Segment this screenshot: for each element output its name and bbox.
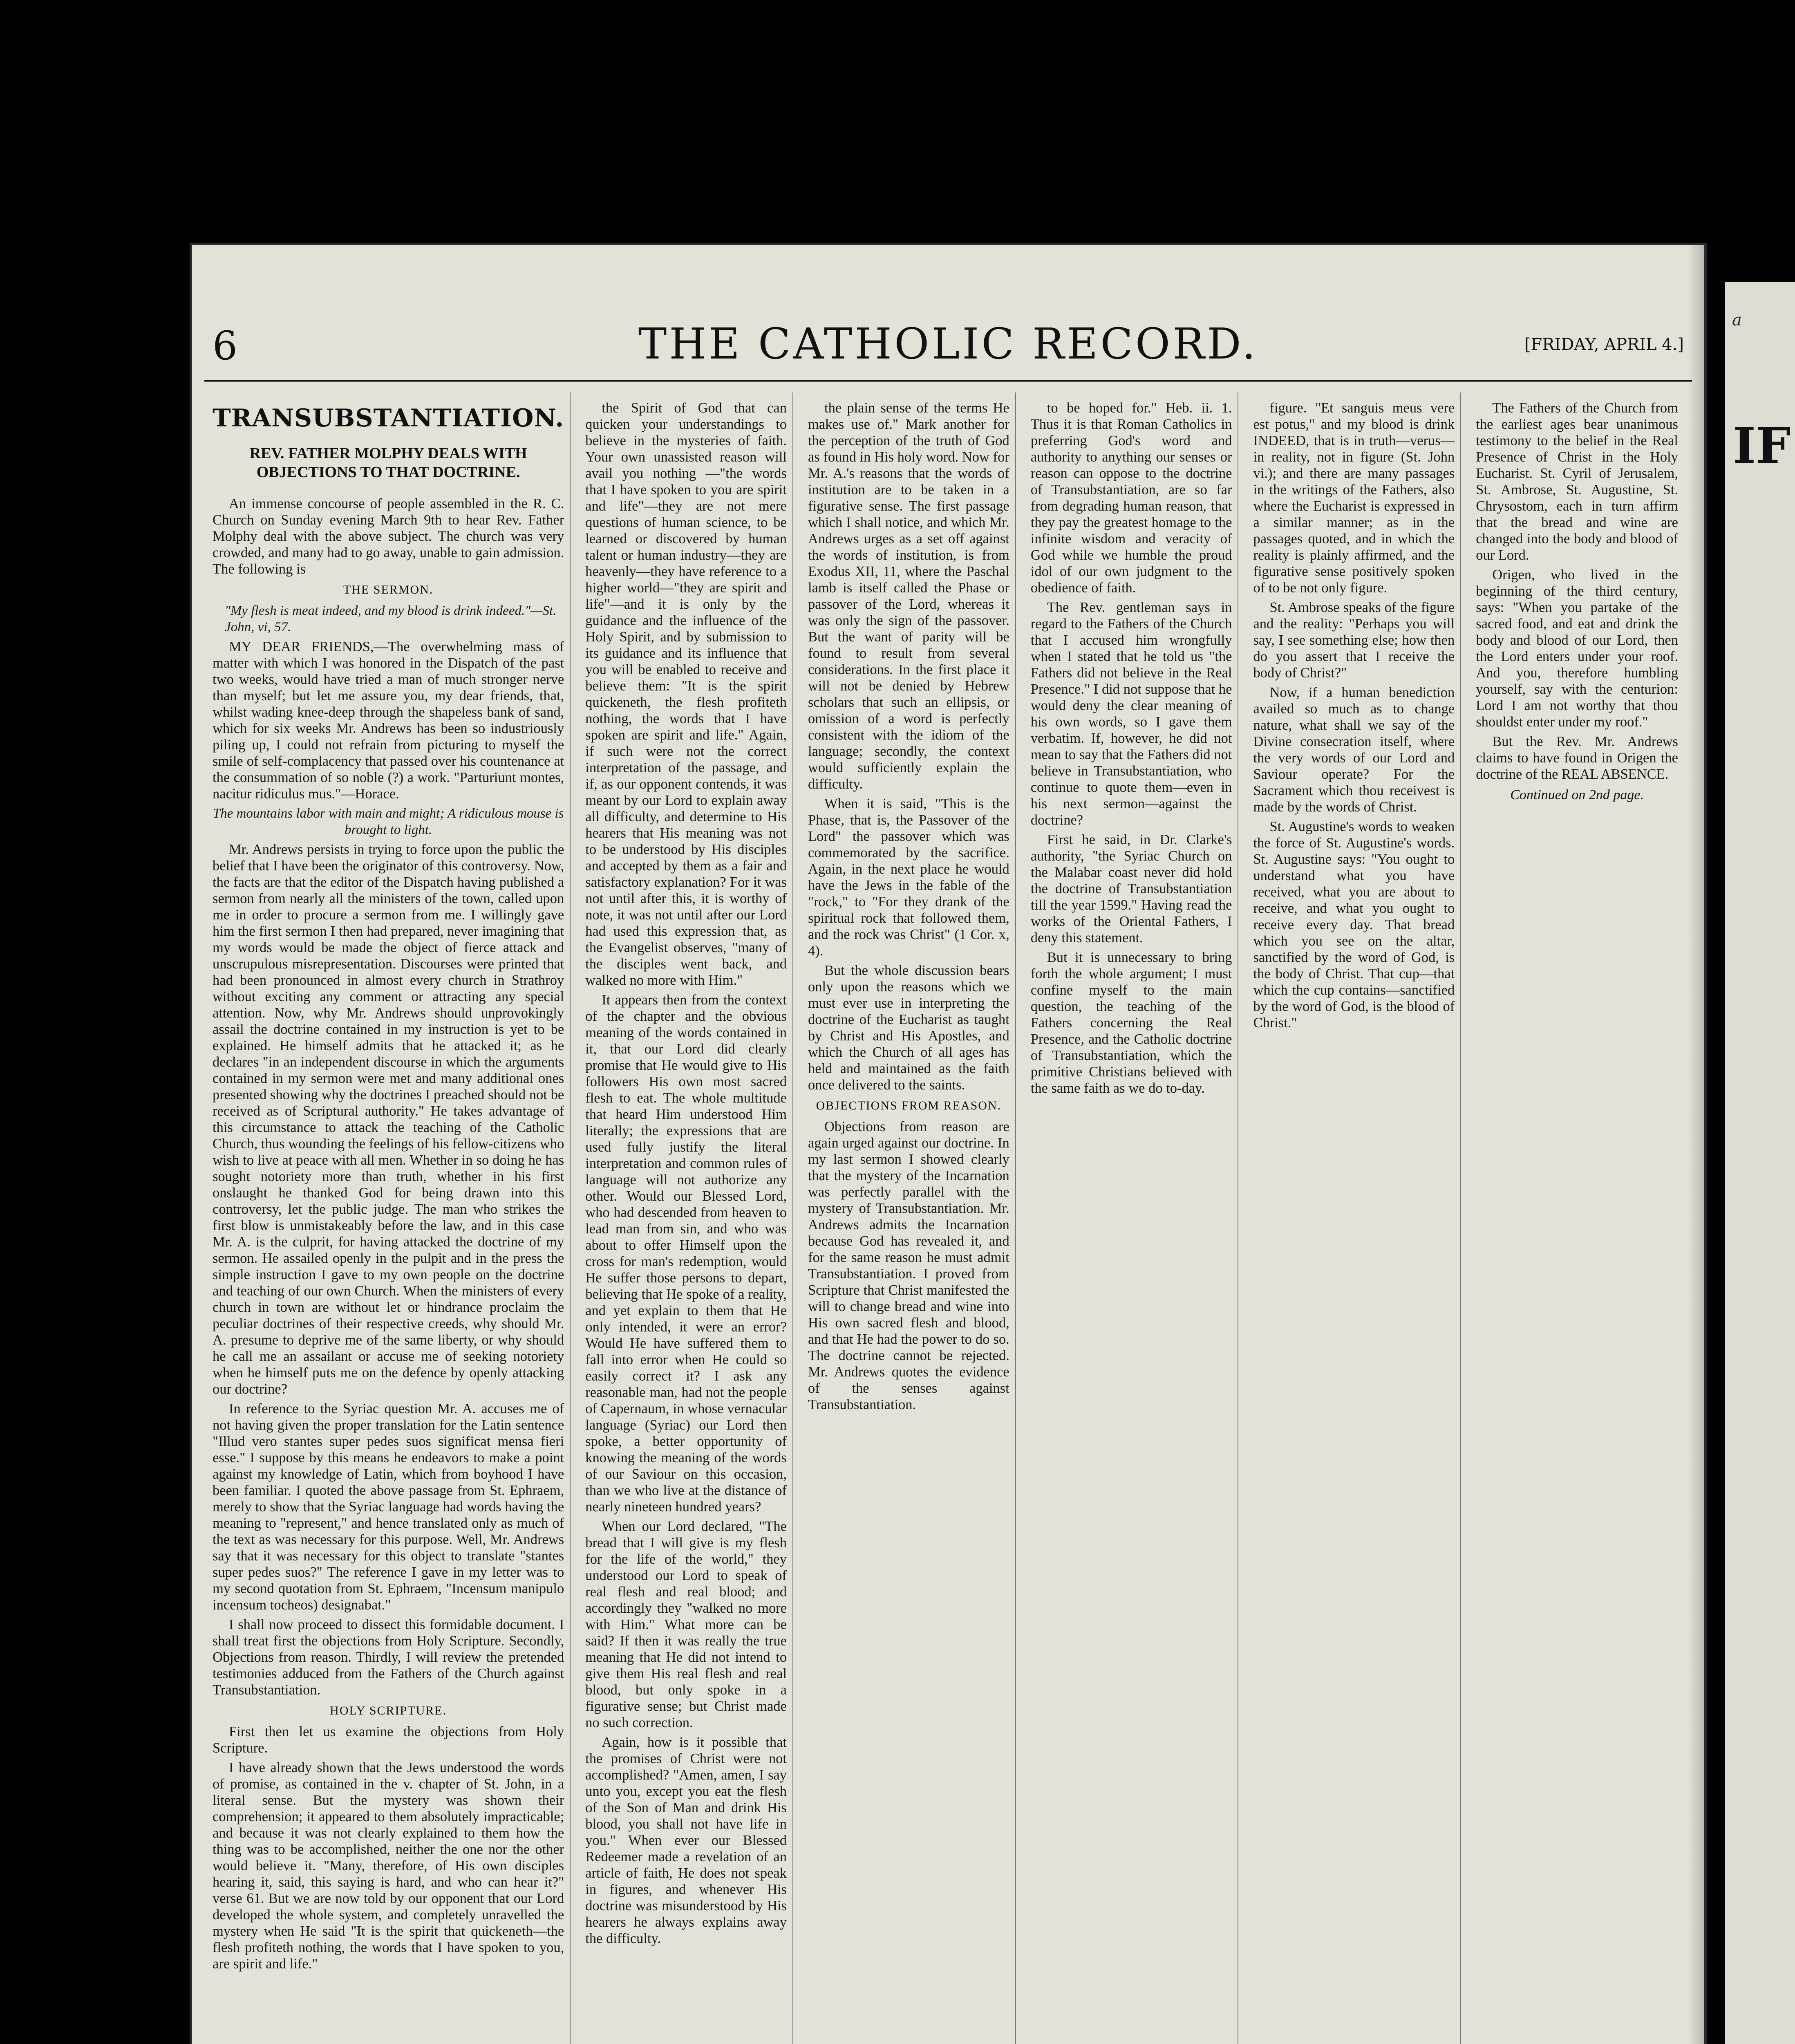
- column-2: [585, 392, 793, 2044]
- column-3: [808, 392, 1016, 2044]
- verse: The mountains labor with main and might; A ridiculous mouse is brought to light.: [213, 806, 564, 837]
- section-holy-scripture: HOLY SCRIPTURE.: [330, 1704, 447, 1717]
- paragraph: First he said, in Dr. Clarke's authority, "the Syriac Church on the Malabar coast never did hold the doctrine of Transubstantiation till the year 1599." Having read the works of the Oriental Fathers, I deny this statement.: [1030, 832, 1232, 946]
- paragraph: First then let us examine the objections from Holy Scripture.: [213, 1724, 564, 1756]
- section-objections-from-reason: OBJECTIONS FROM REASON.: [816, 1099, 1002, 1112]
- paragraph: Now, if a human benediction availed so much as to change nature, what shall we say of the Divine consecration itself, where the very words of our Lord and Saviour operate? For the Sacrament which thou receivest is made by the words of Christ.: [1253, 685, 1455, 815]
- paragraph: When it is said, "This is the Phase, that is, the Passover of the Lord" the passover which was commemorated by the sacrifice. Again, in the next place he would have the Jews in the fable of the "rock," to "For they drank of the spiritual rock that followed them, and the rock was Christ" (1 Cor. x, 4).: [808, 796, 1009, 959]
- paragraph: The Rev. gentleman says in regard to the Fathers of the Church that I accused him wrongfully when I stated that he told us "the Fathers did not believe in the Real Presence." I did not suppose that he would deny the clear meaning of his own words, so I gave them verbatim. If, however, he did not mean to say that the Fathers did not believe in Transubstantiation, who continue to quote them—even in his next sermon—against the doctrine?: [1030, 600, 1232, 828]
- paragraph: Again, how is it possible that the promises of Christ were not accomplished? "Amen, amen, I say unto you, except you eat the flesh of the Son of Man and drink His blood, you shall not have life in you." When ever our Blessed Redeemer made a revelation of an article of faith, He does not speak in figures, and whenever His doctrine was misunderstood by His hearers he always explains away the difficulty.: [585, 1735, 787, 1946]
- paragraph: It appears then from the context of the chapter and the obvious meaning of the words contained in it, that our Lord did clearly promise that He would give to His followers His own most sacred flesh to eat. The whole multitude that heard Him understood Him literally; the expressions that are used fully justify the literal interpretation and common rules of language will not authorize any other. Would our Blessed Lord, who had descended from heaven to lead man from sin, and who was about to offer Himself upon the cross for man's redemption, would He suffer those persons to depart, believing that He spoke of a reality, and yet explain to them that He only intended, it were an error? Would He have suffered them to fall into error when He could so easily correct it? I ask any reasonable man, had not the people of Capernaum, in whose vernacular language (Syriac) our Lord then spoke, a better opportunity of knowing the meaning of the words of our Saviour on this occasion, than we who live at the distance of nearly nineteen hundred years?: [585, 992, 787, 1515]
- column-4: [1031, 392, 1239, 2044]
- adjacent-page-edge: [1725, 282, 1795, 2044]
- paragraph: In reference to the Syriac question Mr. A. accuses me of not having given the proper translation for the Latin sentence "Illud vero stantes super pedes suos significat mensa fieri esse." I suppose by this means he endeavors to make a point against my knowledge of Latin, which from boyhood I have been familiar. I quoted the above passage from St. Ephraem, merely to show that the Syriac language had words having the meaning to "represent," and hence translated only as much of the text as was necessary for this purpose. Well, Mr. Andrews say that it was necessary for this object to translate "stantes super pedes suos?" The reference I gave in my letter was to my second quotation from St. Ephraem, "Incensum manipulo incensum tocheos) designabat.": [213, 1401, 564, 1613]
- column-6: [1476, 392, 1684, 2044]
- paragraph: St. Ambrose speaks of the figure and the reality: "Perhaps you will say, I see something else; how then do you assert that I receive the body of Christ?": [1253, 600, 1455, 681]
- masthead: [204, 307, 1692, 382]
- page-fold-shadow: [1688, 245, 1704, 2044]
- paragraph: But the whole discussion bears only upon the reasons which we must ever use in interpreting the doctrine of the Eucharist as taught by Christ and His Apostles, and which the Church of all ages has held and maintained as the faith once delivered to the saints.: [808, 963, 1009, 1093]
- continued-notice: Continued on 2nd page.: [1510, 787, 1644, 802]
- paragraph: The Fathers of the Church from the earliest ages bear unanimous testimony to the belief in the Real Presence of Christ in the Holy Eucharist. St. Cyril of Jerusalem, St. Ambrose, St. Augustine, St. Chrysostom, each in turn affirm that the bread and wine are changed into the body and blood of our Lord.: [1476, 400, 1678, 563]
- paragraph: the plain sense of the terms He makes use of." Mark another for the perception of the truth of God as found in His holy word. Now for Mr. A.'s reasons that the words of institution are to be taken in a figurative sense. The first passage which I shall notice, and which Mr. Andrews urges as a set off against the words of institution, is from Exodus XII, 11, where the Paschal lamb is itself called the Phase or passover of the Lord, whereas it was only the sign of the passover. But the want of parity will be found to result from several considerations. In the first place it will not be denied by Hebrew scholars that such an ellipsis, or omission of a word is perfectly consistent with the idiom of the language; secondly, the context would sufficiently explain the difficulty.: [808, 400, 1009, 792]
- article-headline: TRANSUBSTANTIATION.: [213, 404, 564, 433]
- article-subheadline: REV. FATHER MOLPHY DEALS WITH OBJECTIONS TO THAT DOCTRINE.: [249, 445, 527, 481]
- newspaper-page: [192, 245, 1704, 2044]
- paragraph: Objections from reason are again urged against our doctrine. In my last sermon I showed clearly that the mystery of the Incarnation was perfectly parallel with the mystery of Transubstantiation. Mr. Andrews admits the Incarnation because God has revealed it, and for the same reason he must admit Transubstantiation. I proved from Scripture that Christ manifested the will to change bread and wine into His own sacred flesh and blood, and that He had the power to do so. The doctrine cannot be rejected. Mr. Andrews quotes the evidence of the senses against Transubstantiation.: [808, 1119, 1009, 1412]
- adjacent-page-title-fragment: a: [1732, 311, 1742, 329]
- column-1: [213, 392, 571, 2044]
- column-5: [1253, 392, 1461, 2044]
- paragraph: When our Lord declared, "The bread that I will give is my flesh for the life of the world," they understood our Lord to speak of real flesh and real blood; and accordingly they "walked no more with Him." What more can be said? If then it was really the true meaning that He did not intend to give them His real flesh and real blood, but only spoke in a figurative sense; but Christ made no such correction.: [585, 1519, 787, 1730]
- paragraph: the Spirit of God that can quicken your understandings to believe in the mysteries of faith. Your own unassisted reason will avail you nothing —"the words that I have spoken to you are spirit and life"—they are not mere questions of human science, to be learned or discovered by human talent or human industry—they are heavenly—they have reference to a higher world—"they are spirit and life"—and it is only by the guidance and the influence of the Holy Spirit, and by submission to its guidance and its influence that you will be enabled to receive and believe them: "It is the spirit quickeneth, the flesh profiteth nothing, the words that I have spoken are spirit and life." Again, if such were not the correct interpretation of the passage, and if, as our opponent contends, it was meant by our Lord to explain away all difficulty, and determine to His hearers that His meaning was not to be understood by His disciples and accepted by them as a fair and satisfactory explanation? For it was not until after this, it is worthy of note, it was not until after our Lord had used this expression that, as the Evangelist observes, "many of the disciples went back, and walked no more with Him.": [585, 400, 787, 988]
- newspaper-title: THE CATHOLIC RECORD.: [638, 319, 1258, 369]
- paragraph: St. Augustine's words to weaken the force of St. Augustine's words. St. Augustine says: "You ought to understand what you have received, what you are about to receive, and what you ought to receive every day. That bread which you see on the altar, sanctified by the word of God, is the body of Christ. That cup—that which the cup contains—sanctified by the word of God, is the blood of Christ.": [1253, 819, 1455, 1031]
- issue-date: [FRIDAY, APRIL 4.]: [1524, 335, 1684, 354]
- article-columns: [213, 392, 1684, 2044]
- section-sermon: THE SERMON.: [343, 583, 434, 596]
- adjacent-page-headline-fragment: IF: [1733, 417, 1791, 475]
- paragraph: Origen, who lived in the beginning of the third century, says: "When you partake of the sacred food, and eat and drink the body and blood of our Lord, then the Lord enters under your roof. And you, therefore humbling yourself, say with the centurion: Lord I am not worthy that thou shouldst enter under my roof.": [1476, 567, 1678, 730]
- paragraph: MY DEAR FRIENDS,—The overwhelming mass of matter with which I was honored in the Dispatch of the past two weeks, would have tried a man of much stronger nerve than myself; but let me assure you, my dear friends, that, whilst wading knee-deep through the shapeless bank of sand, which for six weeks Mr. Andrews has been so industriously piling up, I could not refrain from picturing to myself the smile of self-complacency that passed over his countenance at the consummation of so noble (?) a work. "Parturiunt montes, nacitur ridiculus mus."—Horace.: [213, 639, 564, 802]
- paragraph: I shall now proceed to dissect this formidable document. I shall treat first the objections from Holy Scripture. Secondly, Objections from reason. Thirdly, I will review the pretended testimonies adduced from the Fathers of the Church against Transubstantiation.: [213, 1617, 564, 1698]
- paragraph: But it is unnecessary to bring forth the whole argument; I must confine myself to the main question, the teaching of the Fathers concerning the Real Presence, and the Catholic doctrine of Transubstantiation, which the primitive Christians believed with the same faith as we do to-day.: [1030, 950, 1232, 1096]
- paragraph: I have already shown that the Jews understood the words of promise, as contained in the v. chapter of St. John, in a literal sense. But the mystery was shown their comprehension; it appeared to them absolutely impracticable; and because it was not clearly explained to them how the thing was to be accomplished, neither the one nor the other would believe it. "Many, therefore, of His own disciples hearing it, said, this saying is hard, and who can hear it?" verse 61. But we are now told by our opponent that our Lord developed the whole system, and completely unravelled the mystery when He said "It is the spirit that quickeneth—the flesh profiteth nothing, the words that I have spoken to you, are spirit and life.": [213, 1760, 564, 1972]
- scripture-text: "My flesh is meat indeed, and my blood is drink indeed."—St. John, vi, 57.: [225, 603, 557, 634]
- paragraph: Mr. Andrews persists in trying to force upon the public the belief that I have been the originator of this controversy. Now, the facts are that the editor of the Dispatch having published a sermon from nearly all the ministers of the town, called upon me in order to procure a sermon from me. I willingly gave him the first sermon I then had prepared, never imagining that my words would be made the object of fierce attack and unscrupulous misrepresentation. Discourses were printed that had been pronounced in almost every church in Strathroy without exciting any comment or attracting any special attention. Now, why Mr. Andrews should unprovokingly assail the doctrine contained in my instruction is yet to be explained. He himself admits that he attacked it; as he declares "in an independent discourse in which the arguments contained in my sermon were met and many additional ones presented showing why the doctrines I preached should not be received as of Scriptural authority." He takes advantage of this circumstance to attack the teaching of the Catholic Church, thus wounding the feelings of his fellow-citizens who wish to live at peace with all men. Whether in so doing he has sought notoriety more than truth, whether in his first onslaught he thanked God for being drawn into this controversy, let the public judge. The man who strikes the first blow is unmistakeably before the law, and in this case Mr. A. is the culprit, for having attacked the doctrine of my sermon. He assailed openly in the pulpit and in the press the simple instruction I gave to my own people on the doctrine and teaching of our own Church. When the ministers of every church in town are without let or hindrance proclaim the peculiar doctrines of their respective creeds, why should Mr. A. presume to deprive me of the same liberty, or why should he call me an assailant or accuse me of seeking notoriety when he himself puts me on the defence by openly attacking our doctrine?: [213, 842, 564, 1397]
- page-number: 6: [213, 323, 238, 369]
- paragraph: But the Rev. Mr. Andrews claims to have found in Origen the doctrine of the REAL ABSENCE.: [1476, 734, 1678, 782]
- paragraph: figure. "Et sanguis meus vere est potus," and my blood is drink INDEED, that is in truth—verus—in reality, not in figure (St. John vi.); and there are many passages in the writings of the Fathers, also where the Eucharist is expressed in a similar manner; as in the passages quoted, and in which the reality is plainly affirmed, and the figurative sense positively spoken of to be not only figure.: [1253, 400, 1455, 596]
- paragraph: to be hoped for." Heb. ii. 1. Thus it is that Roman Catholics in preferring God's word and authority to anything our senses or reason can oppose to the doctrine of Transubstantiation, are so far from degrading human reason, that they pay the greatest homage to the infinite wisdom and veracity of God while we humble the proud idol of our own judgment to the obedience of faith.: [1030, 400, 1232, 596]
- article-intro: An immense concourse of people assembled in the R. C. Church on Sunday evening March 9th to hear Rev. Father Molphy deal with the above subject. The church was very crowded, and many had to go away, unable to gain admission. The following is: [213, 496, 564, 577]
